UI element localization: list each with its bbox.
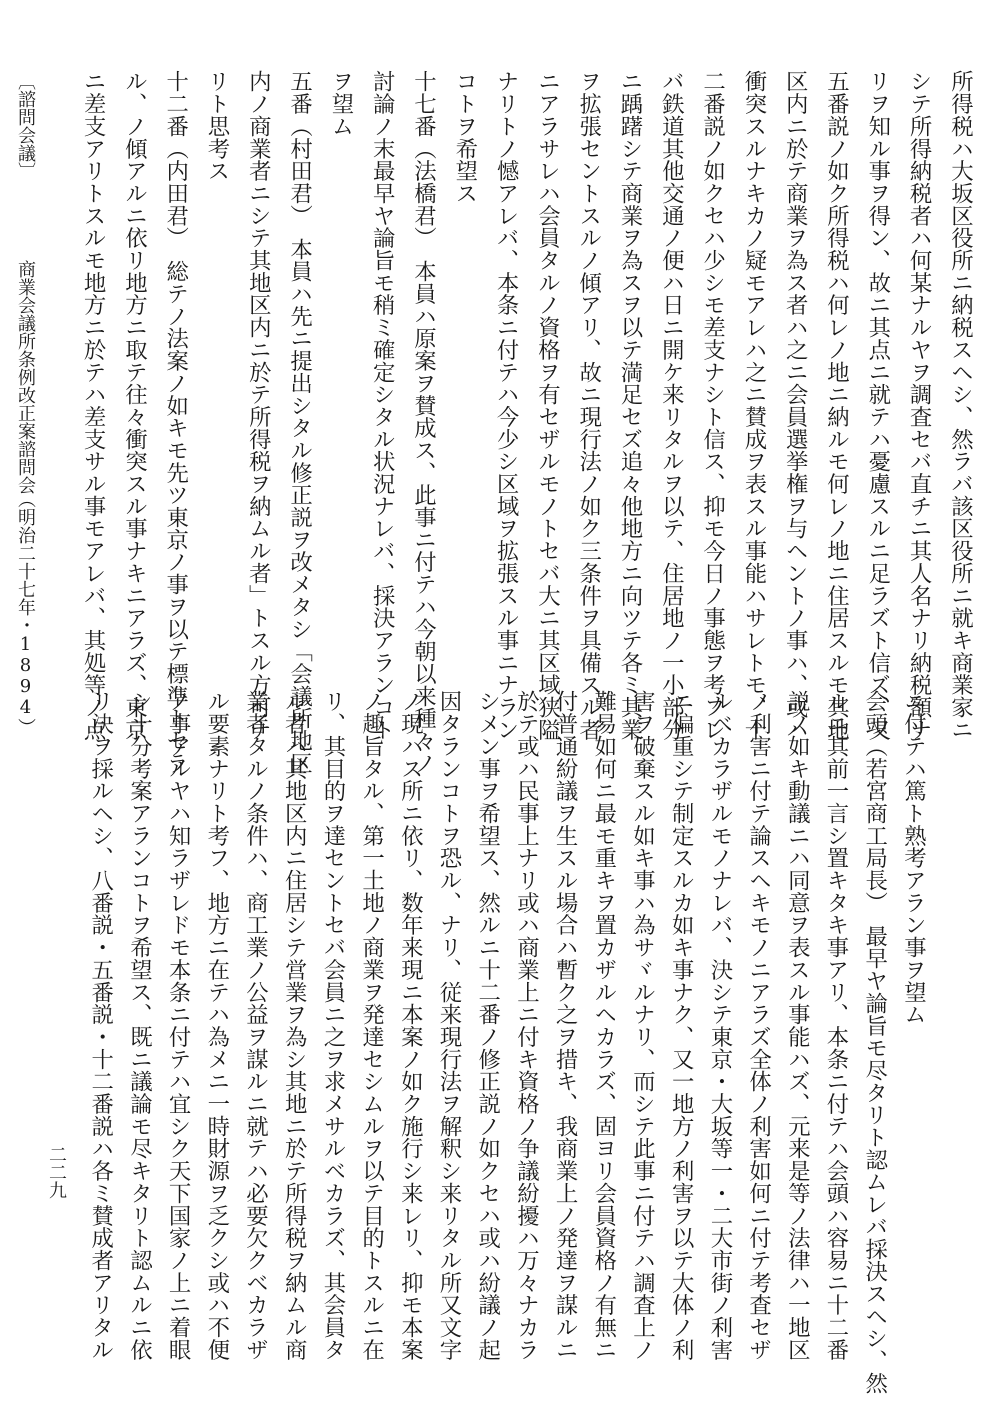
text-column: ルベカラザルモノナレバ、決シテ東京・大坂等一・二大市街ノ利害	[706, 690, 733, 1361]
text-column: シメン事ヲ希望ス、然ルニ十二番ノ修正説ノ如クセハ或ハ紛議ノ起	[474, 690, 501, 1361]
text-column: リヲ知ル事ヲ得ン、故ニ其点ニ就テハ憂慮スルニ足ラズト信ズ、又	[864, 70, 891, 741]
text-column: 衝突スルナキカノ疑モアレハ之ニ賛成ヲ表スル事能ハサレトモ、十	[740, 70, 767, 741]
text-column: 所得税ハ大坂区役所ニ納税スヘシ、然ラバ該区役所ニ就キ商業家ニ	[947, 70, 974, 741]
text-column: シ十分考案アランコトヲ希望ス、既ニ議論モ尽キタリト認ムルニ依	[126, 690, 153, 1361]
text-column: バ鉄道其他交通ノ便ハ日ニ開ケ来リタルヲ以テ、住居地ノ一小部分	[658, 70, 685, 741]
text-column: 因タランコトヲ恐ル、ナリ、従来現行法ヲ解釈シ来リタル所又文字	[436, 690, 462, 1361]
text-column: 区内ニ於テ商業ヲ為ス者ハ之ニ会員選挙権ヲ与ヘントノ事ハ、或ハ	[782, 70, 809, 741]
text-column: 十二番（内田君） 総テノ法案ノ如キモ先ツ東京ノ事ヲ以テ標準トセラ	[162, 70, 189, 775]
text-column: ルニ其前一言シ置キタキ事アリ、本条ニ付テハ会頭ハ容易ニ十二番	[823, 690, 849, 1361]
text-column: 於テ或ハ民事上ナリ或ハ商業上ニ付キ資格ノ争議紛擾ハ万々ナカラ	[513, 690, 540, 1361]
text-column: ナリトノ憾アレバ、本条ニ付テハ今少シ区域ヲ拡張スル事ニナラン	[493, 70, 520, 741]
text-column: ノ利害ニ付テ論スヘキモノニアラズ全体ノ利害如何ニ付テ考査セザ	[745, 690, 772, 1361]
text-column: ル、ノ傾アルニ依リ地方ニ取テ往々衝突スル事ナキニアラズ、東京	[121, 70, 148, 741]
header-era: （明治二十七年・1894）	[15, 490, 36, 736]
text-column: ニ踽躇シテ商業ヲ為スヲ以テ満足セズ追々他地方ニ向ツテ各ミ其業	[617, 70, 643, 741]
text-column: ノ趣旨タル、第一土地ノ商業ヲ発達セシムルヲ以テ目的トスルニ在	[358, 690, 385, 1361]
text-column: リト思考ス	[204, 70, 230, 182]
text-column: コトヲ希望ス	[451, 70, 478, 205]
text-column: 五番（村田君） 本員ハ先ニ提出シタル修正説ヲ改メタシ「会議所地区	[286, 70, 313, 775]
text-column: リ、其目的ヲ達セントセバ会員ニ之ヲ求メサルベカラズ、其会員タ	[319, 690, 346, 1361]
text-column: 会頭（若宮商工局長） 最早ヤ論旨モ尽タリト認ムレバ採決スヘシ、然	[861, 690, 888, 1395]
page-number: 二二九	[46, 1145, 67, 1199]
text-column: ヲ拡張セントスルノ傾アリ、故ニ現行法ノ如ク三条件ヲ具備スル者	[575, 70, 602, 741]
text-column: ノ現ハス所ニ依リ、数年来現ニ本案ノ如ク施行シ来レリ、抑モ本案	[397, 690, 424, 1361]
text-column: ル要素ナリト考フ、地方ニ在テハ為メニ一時財源ヲ乏クシ或ハ不便	[203, 690, 230, 1361]
text-column: ノ事アルヤハ知ラザレドモ本条ニ付テハ宜シク天下国家ノ上ニ着眼	[165, 690, 192, 1361]
text-column: シテ所得納税者ハ何某ナルヤヲ調査セバ直チニ其人名ナリ納税額ナ	[906, 70, 933, 741]
text-column: 内ノ商業者ニシテ其地区内ニ於テ所得税ヲ納ムル者」トスル方可ナ	[245, 70, 272, 741]
text-column: ニ付テハ篤ト熟考アラン事ヲ望ム	[900, 690, 927, 1026]
text-column: 業者タルノ条件ハ、商工業ノ公益ヲ謀ルニ就テハ必要欠クベカラザ	[242, 690, 269, 1361]
header-section: 〔諮問会議〕	[15, 72, 36, 180]
text-column: ニアラサレハ会員タルノ資格ヲ有セザルモノトセバ大ニ其区域狭隘	[534, 70, 561, 741]
text-column: 二番説ノ如クセハ少シモ差支ナシト信ス、抑モ今日ノ事態ヲ考フレ	[699, 70, 726, 741]
text-column: 十七番（法橋君） 本員ハ原案ヲ賛成ス、此事ニ付テハ今朝以来種々ノ	[410, 70, 437, 775]
text-column: 難易如何ニ最モ重キヲ置カザルヘカラズ、固ヨリ会員資格ノ有無ニ	[590, 690, 617, 1361]
text-column: ニ偏重シテ制定スルカ如キ事ナク、又一地方ノ利害ヲ以テ大体ノ利	[668, 690, 695, 1361]
text-column: ル者ハ其地区内ニ住居シテ営業ヲ為シ其地ニ於テ所得税ヲ納ムル商	[281, 690, 308, 1361]
text-column: ニ差支アリトスルモ地方ニ於テハ差支サル事モアレバ、其処等ノ点	[80, 70, 107, 741]
text-column: 害ヲ破棄スル如キ事ハ為サヾルナリ、而シテ此事ニ付テハ調査上ノ	[629, 690, 656, 1361]
text-column: 付普通紛議ヲ生スル場合ハ暫ク之ヲ措キ、我商業上ノ発達ヲ謀ルニ	[552, 690, 579, 1361]
text-column: 討論ノ末最早ヤ論旨モ稍ミ確定シタル状況ナレバ、採決アランコト	[369, 70, 396, 741]
header-title: 商業会議所条例改正案諮問会	[15, 260, 36, 494]
text-column: ヲ望ム	[327, 70, 354, 138]
text-column: 説ノ如キ動議ニハ同意ヲ表スル事能ハズ、元来是等ノ法律ハ一地区	[784, 690, 811, 1361]
text-column: 五番説ノ如ク所得税ハ何レノ地ニ納ルモ何レノ地ニ住居スルモ其地	[823, 70, 850, 741]
text-column: リ決ヲ採ルヘシ、八番説・五番説・十二番説ハ各ミ賛成者アリタル	[87, 690, 114, 1361]
